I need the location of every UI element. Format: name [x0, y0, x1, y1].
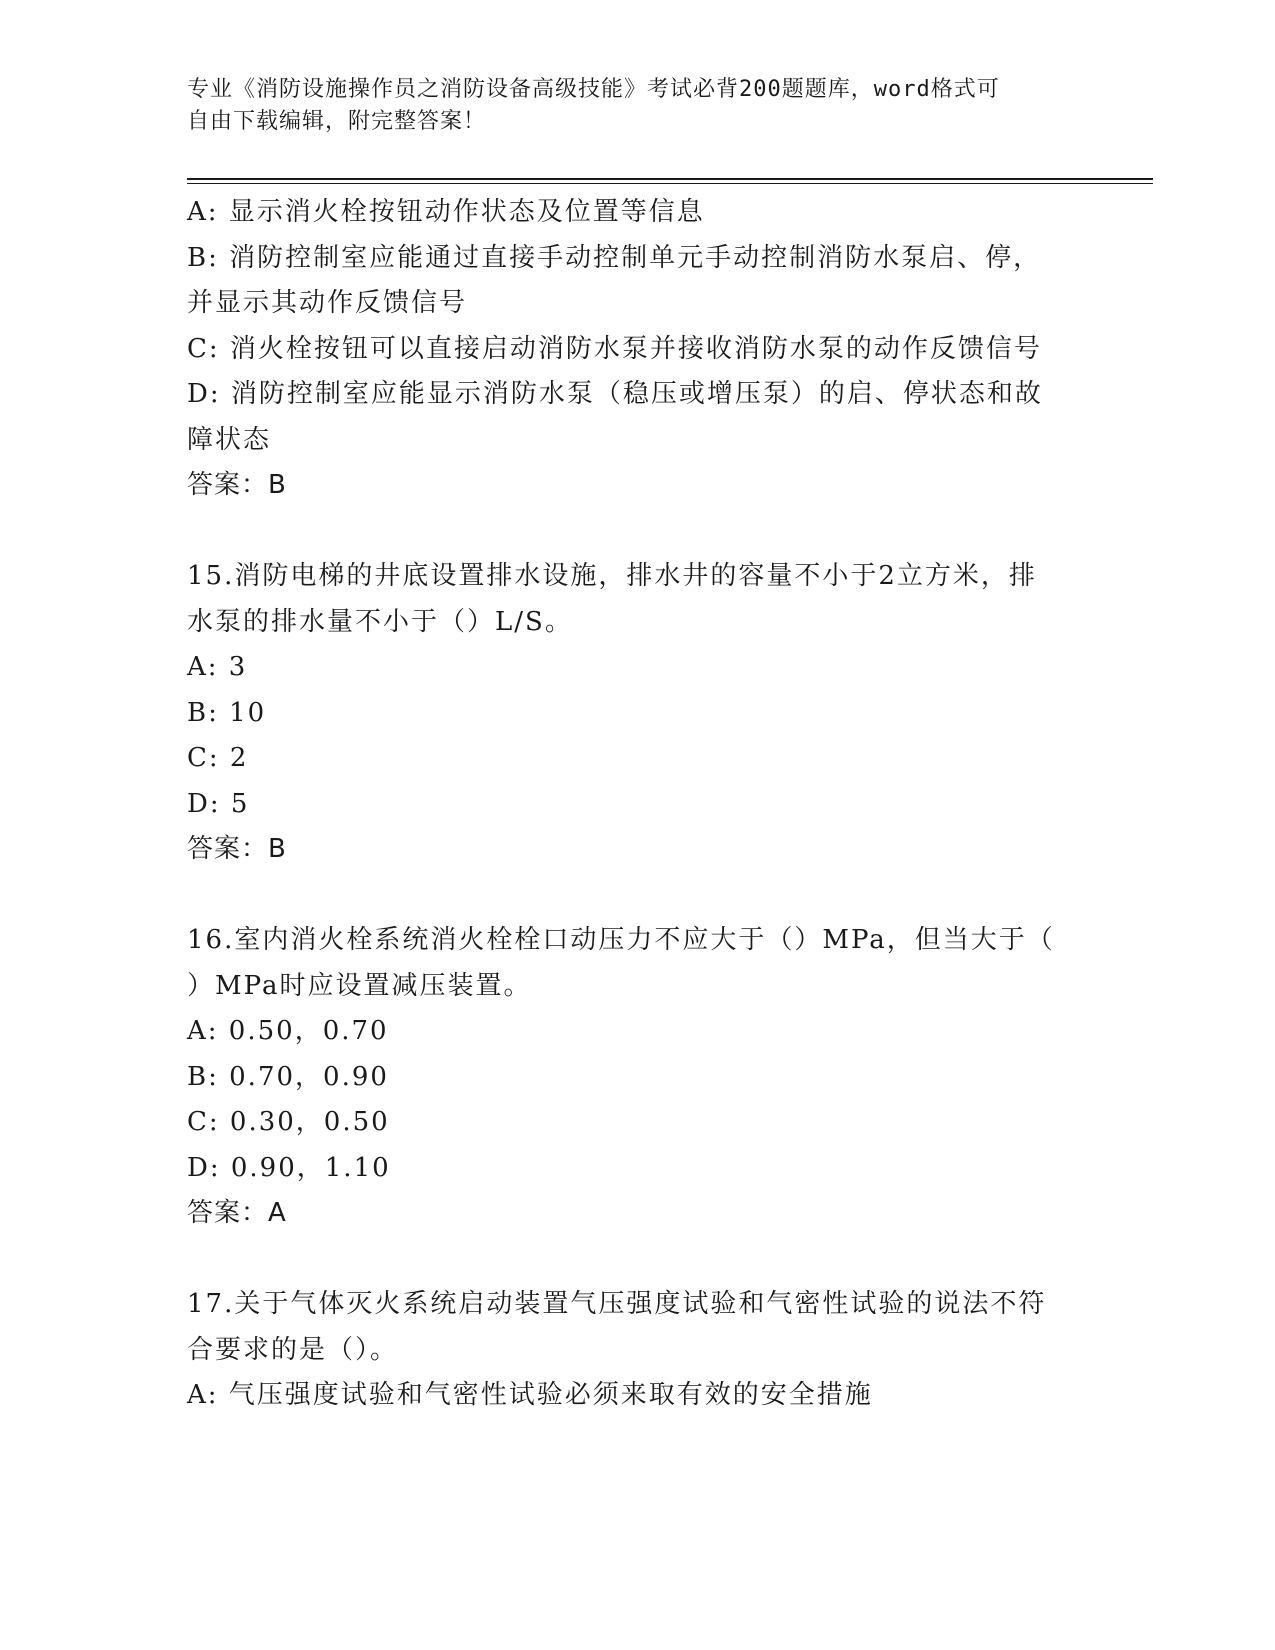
option-d-line-2: 障状态 — [187, 424, 272, 455]
question-stem-line-1: 17.关于气体灭火系统启动装置气压强度试验和气密性试验的说法不符 — [187, 1289, 1047, 1319]
option-a: A: 3 — [187, 652, 248, 682]
header-line-2: 自由下载编辑，附完整答案！ — [187, 109, 487, 134]
header-divider-thick — [187, 178, 1153, 180]
header-line-1: 专业《消防设施操作员之消防设备高级技能》考试必背200题题库，word格式可 — [187, 77, 1000, 102]
option-b: B: 0.70，0.90 — [187, 1061, 389, 1092]
option-b-line-2: 并显示其动作反馈信号 — [187, 288, 468, 318]
question-14 — [187, 190, 1087, 509]
option-a: A: 气压强度试验和气密性试验必须来取有效的安全措施 — [187, 1380, 873, 1410]
question-stem-line-2: 合要求的是（）。 — [187, 1334, 399, 1365]
option-d: D: 5 — [187, 788, 250, 819]
answer: 答案：B — [187, 470, 287, 500]
option-c: C: 消火栓按钮可以直接启动消防水泵并接收消防水泵的动作反馈信号 — [187, 333, 1042, 364]
question-list — [187, 190, 1087, 1419]
question-17 — [187, 1282, 1087, 1419]
answer: 答案：B — [187, 834, 287, 864]
option-d: D: 0.90，1.10 — [187, 1152, 391, 1183]
option-b: B: 10 — [187, 697, 267, 728]
option-c: C: 0.30，0.50 — [187, 1107, 390, 1137]
question-stem-line-1: 16.室内消火栓系统消火栓栓口动压力不应大于（）MPa，但当大于（ — [187, 925, 1055, 955]
header-divider-thin — [187, 183, 1153, 184]
question-stem-line-2: 水泵的排水量不小于（）L/S。 — [187, 606, 573, 637]
question-15 — [187, 554, 1087, 873]
question-stem-line-1: 15.消防电梯的井底设置排水设施，排水井的容量不小于2立方米，排 — [187, 561, 1037, 591]
question-16 — [187, 918, 1087, 1237]
option-b-line-1: B: 消防控制室应能通过直接手动控制单元手动控制消防水泵启、停， — [187, 242, 1042, 273]
option-c: C: 2 — [187, 743, 249, 773]
option-d-line-1: D: 消防控制室应能显示消防水泵（稳压或增压泵）的启、停状态和故 — [187, 379, 1043, 409]
answer: 答案：A — [187, 1198, 287, 1228]
option-a: A: 0.50，0.70 — [187, 1016, 389, 1046]
question-stem-line-2: ）MPa时应设置减压装置。 — [187, 970, 532, 1001]
option-a: A: 显示消火栓按钮动作状态及位置等信息 — [187, 197, 705, 227]
document-header — [187, 74, 1087, 138]
